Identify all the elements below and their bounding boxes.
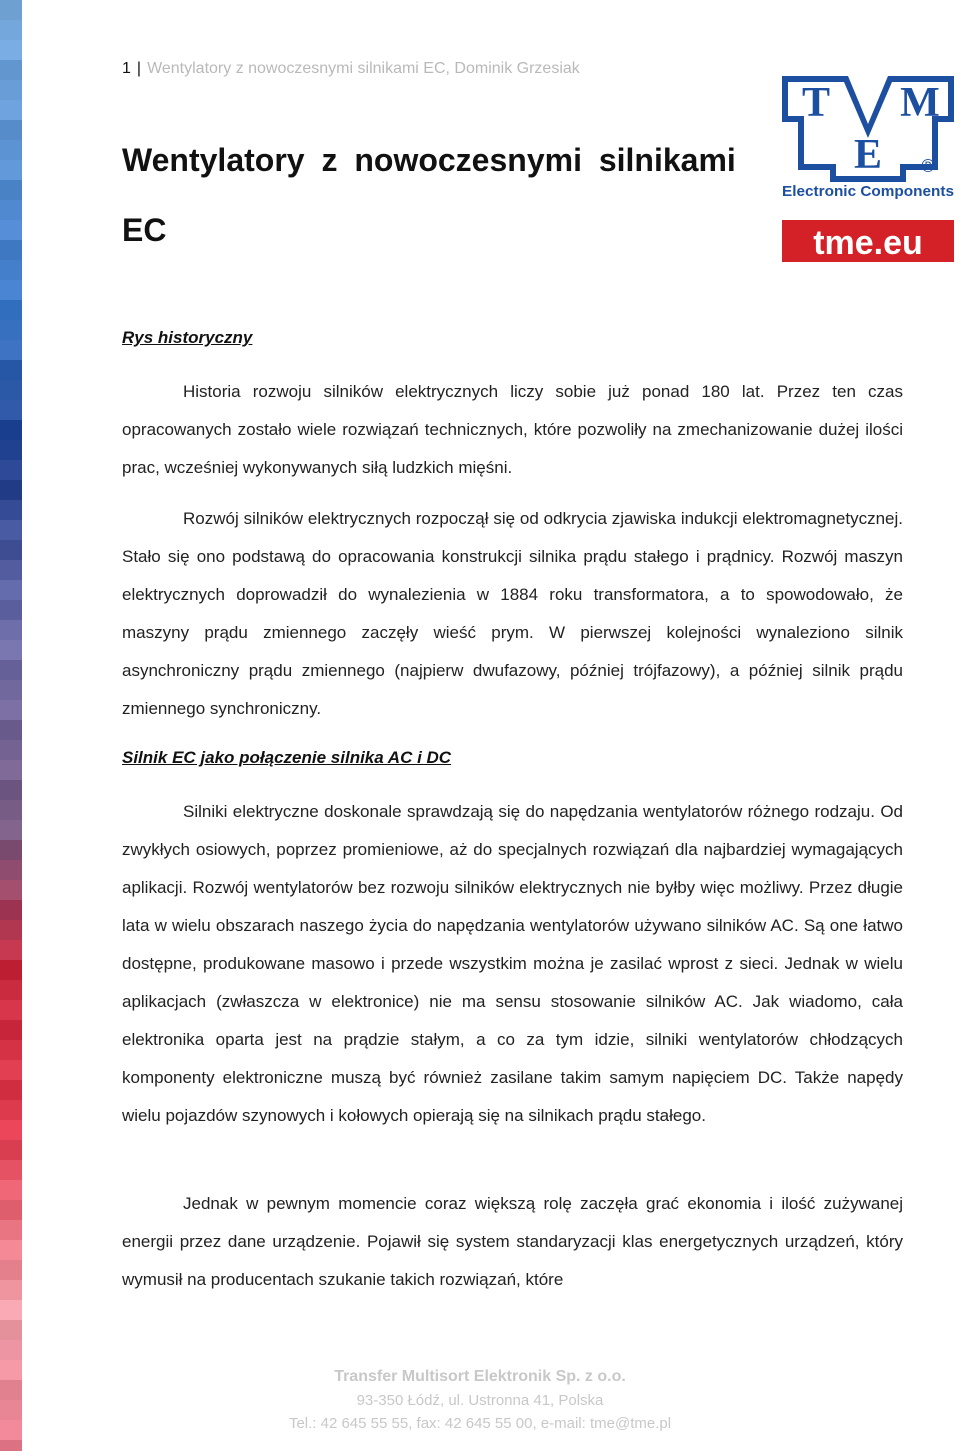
paragraph-history-2: Rozwój silników elektrycznych rozpoczął się od odkrycia zjawiska indukcji elektromagnetycznej. Stało się ono podstawą do opracowania konstrukcji silnika prądu stałego i prądnicy. Rozwój maszyn elektrycznych doprowadził do wynalezienia w 1884 roku transformatora, a to spowodowało, że maszyny prądu zmiennego zaczęły wieść prym. W pierwszej kolejności wynaleziono silnik asynchroniczny prądu zmiennego (najpierw dwufazowy, później trójfazowy), a później silnik prądu zmiennego synchroniczny. bbox=[122, 509, 903, 718]
stripe-segment bbox=[0, 360, 22, 380]
stripe-segment bbox=[0, 400, 22, 420]
stripe-segment bbox=[0, 440, 22, 460]
stripe-segment bbox=[0, 480, 22, 500]
stripe-segment bbox=[0, 860, 22, 880]
stripe-segment bbox=[0, 1100, 22, 1120]
stripe-segment bbox=[0, 760, 22, 780]
stripe-segment bbox=[0, 1080, 22, 1100]
paragraph-history-1: Historia rozwoju silników elektrycznych liczy sobie już ponad 180 lat. Przez ten czas opracowanych zostało wiele rozwiązań technicznych, które pozwoliły na zmechanizowanie dużej ilości prac, wcześniej wykonywanych siłą ludzkich mięśni. bbox=[122, 382, 903, 477]
stripe-segment bbox=[0, 1000, 22, 1020]
running-title: Wentylatory z nowoczesnymi silnikami EC, Dominik Grzesiak bbox=[147, 60, 580, 77]
stripe-segment bbox=[0, 1180, 22, 1200]
stripe-segment bbox=[0, 460, 22, 480]
footer-contact: Tel.: 42 645 55 55, fax: 42 645 55 00, e-mail: tme@tme.pl bbox=[288, 1415, 672, 1432]
stripe-segment bbox=[0, 340, 22, 360]
tme-logo bbox=[780, 74, 956, 264]
stripe-segment bbox=[0, 980, 22, 1000]
stripe-segment bbox=[0, 1220, 22, 1240]
running-header bbox=[122, 60, 580, 78]
stripe-segment bbox=[0, 900, 22, 920]
stripe-segment bbox=[0, 40, 22, 60]
stripe-segment bbox=[0, 800, 22, 820]
stripe-segment bbox=[0, 280, 22, 300]
stripe-segment bbox=[0, 20, 22, 40]
tme-logo-graphic bbox=[780, 74, 956, 264]
stripe-segment bbox=[0, 1140, 22, 1160]
paragraph-ec-1: Silniki elektryczne doskonale sprawdzają się do napędzania wentylatorów różnego rodzaju. Od zwykłych osiowych, poprzez promieniowe, aż do specjalnych rozwiązań dla najbardziej wymagających aplikacji. Rozwój wentylatorów bez rozwoju silników elektrycznych nie byłby więc możliwy. Przez długie lata w wielu obszarach naszego życia do napędzania wentylatorów używano silników AC. Są one łatwo dostępne, produkowane masowo i przede wszystkim można je zasilać wprost z sieci. Jednak w wielu aplikacjach (zwłaszcza w elektronice) nie ma sensu stosowanie silników AC. Jak wiadomo, cała elektronika oparta jest na prądzie stałym, a co za tym idzie, silniki wentylatorów chłodzących komponenty elektroniczne muszą być również zasilane takim samym napięciem DC. Także napędy wielu pojazdów szynowych i kołowych opierają się na silnikach prądu stałego. bbox=[122, 802, 903, 1125]
stripe-segment bbox=[0, 1340, 22, 1360]
stripe-segment bbox=[0, 1120, 22, 1140]
stripe-segment bbox=[0, 1260, 22, 1280]
svg-text:E: E bbox=[853, 132, 883, 178]
stripe-segment bbox=[0, 700, 22, 720]
stripe-segment bbox=[0, 1440, 22, 1451]
stripe-segment bbox=[0, 240, 22, 260]
stripe-segment bbox=[0, 680, 22, 700]
stripe-segment bbox=[0, 1160, 22, 1180]
stripe-segment bbox=[0, 960, 22, 980]
stripe-segment bbox=[0, 1040, 22, 1060]
stripe-segment bbox=[0, 220, 22, 240]
stripe-segment bbox=[0, 620, 22, 640]
stripe-segment bbox=[0, 840, 22, 860]
stripe-segment bbox=[0, 160, 22, 180]
svg-text:T: T bbox=[801, 80, 831, 126]
stripe-segment bbox=[0, 560, 22, 580]
stripe-segment bbox=[0, 1060, 22, 1080]
stripe-segment bbox=[0, 60, 22, 80]
stripe-segment bbox=[0, 320, 22, 340]
stripe-segment bbox=[0, 80, 22, 100]
footer-company: Transfer Multisort Elektronik Sp. z o.o. bbox=[334, 1368, 626, 1385]
stripe-segment bbox=[0, 1200, 22, 1220]
stripe-segment bbox=[0, 200, 22, 220]
stripe-segment bbox=[0, 260, 22, 280]
section-heading-ec-motor: Silnik EC jako połączenie silnika AC i DC bbox=[122, 748, 452, 767]
stripe-segment bbox=[0, 1280, 22, 1300]
section-heading-history: Rys historyczny bbox=[122, 328, 253, 347]
paragraph-ec-2: Jednak w pewnym momencie coraz większą rolę zaczęła grać ekonomia i ilość zużywanej energii przez dane urządzenie. Pojawił się system standaryzacji klas energetycznych urządzeń, który wymusił na producentach szukanie takich rozwiązań, które bbox=[122, 1194, 903, 1289]
stripe-segment bbox=[0, 600, 22, 620]
stripe-segment bbox=[0, 880, 22, 900]
stripe-segment bbox=[0, 140, 22, 160]
stripe-segment bbox=[0, 640, 22, 660]
stripe-segment bbox=[0, 120, 22, 140]
stripe-segment bbox=[0, 1020, 22, 1040]
stripe-segment bbox=[0, 420, 22, 440]
stripe-segment bbox=[0, 920, 22, 940]
stripe-segment bbox=[0, 540, 22, 560]
svg-text:Electronic Components: Electronic Components bbox=[782, 183, 954, 200]
stripe-segment bbox=[0, 1320, 22, 1340]
stripe-segment bbox=[0, 820, 22, 840]
stripe-segment bbox=[0, 580, 22, 600]
stripe-segment bbox=[0, 780, 22, 800]
stripe-segment bbox=[0, 380, 22, 400]
stripe-segment bbox=[0, 300, 22, 320]
header-divider: | bbox=[136, 60, 142, 77]
stripe-segment bbox=[0, 1300, 22, 1320]
footer-address: 93-350 Łódź, ul. Ustronna 41, Polska bbox=[356, 1392, 604, 1409]
decorative-color-stripe bbox=[0, 0, 22, 1451]
svg-text:tme.eu: tme.eu bbox=[813, 224, 923, 262]
svg-text:M: M bbox=[900, 80, 940, 126]
stripe-segment bbox=[0, 940, 22, 960]
stripe-segment bbox=[0, 1240, 22, 1260]
stripe-segment bbox=[0, 180, 22, 200]
stripe-segment bbox=[0, 520, 22, 540]
stripe-segment bbox=[0, 100, 22, 120]
stripe-segment bbox=[0, 660, 22, 680]
stripe-segment bbox=[0, 500, 22, 520]
stripe-segment bbox=[0, 720, 22, 740]
page-number: 1 bbox=[122, 60, 131, 77]
svg-text:®: ® bbox=[921, 156, 935, 176]
document-title: Wentylatory z nowoczesnymi silnikami EC bbox=[122, 142, 736, 248]
stripe-segment bbox=[0, 740, 22, 760]
stripe-segment bbox=[0, 0, 22, 20]
